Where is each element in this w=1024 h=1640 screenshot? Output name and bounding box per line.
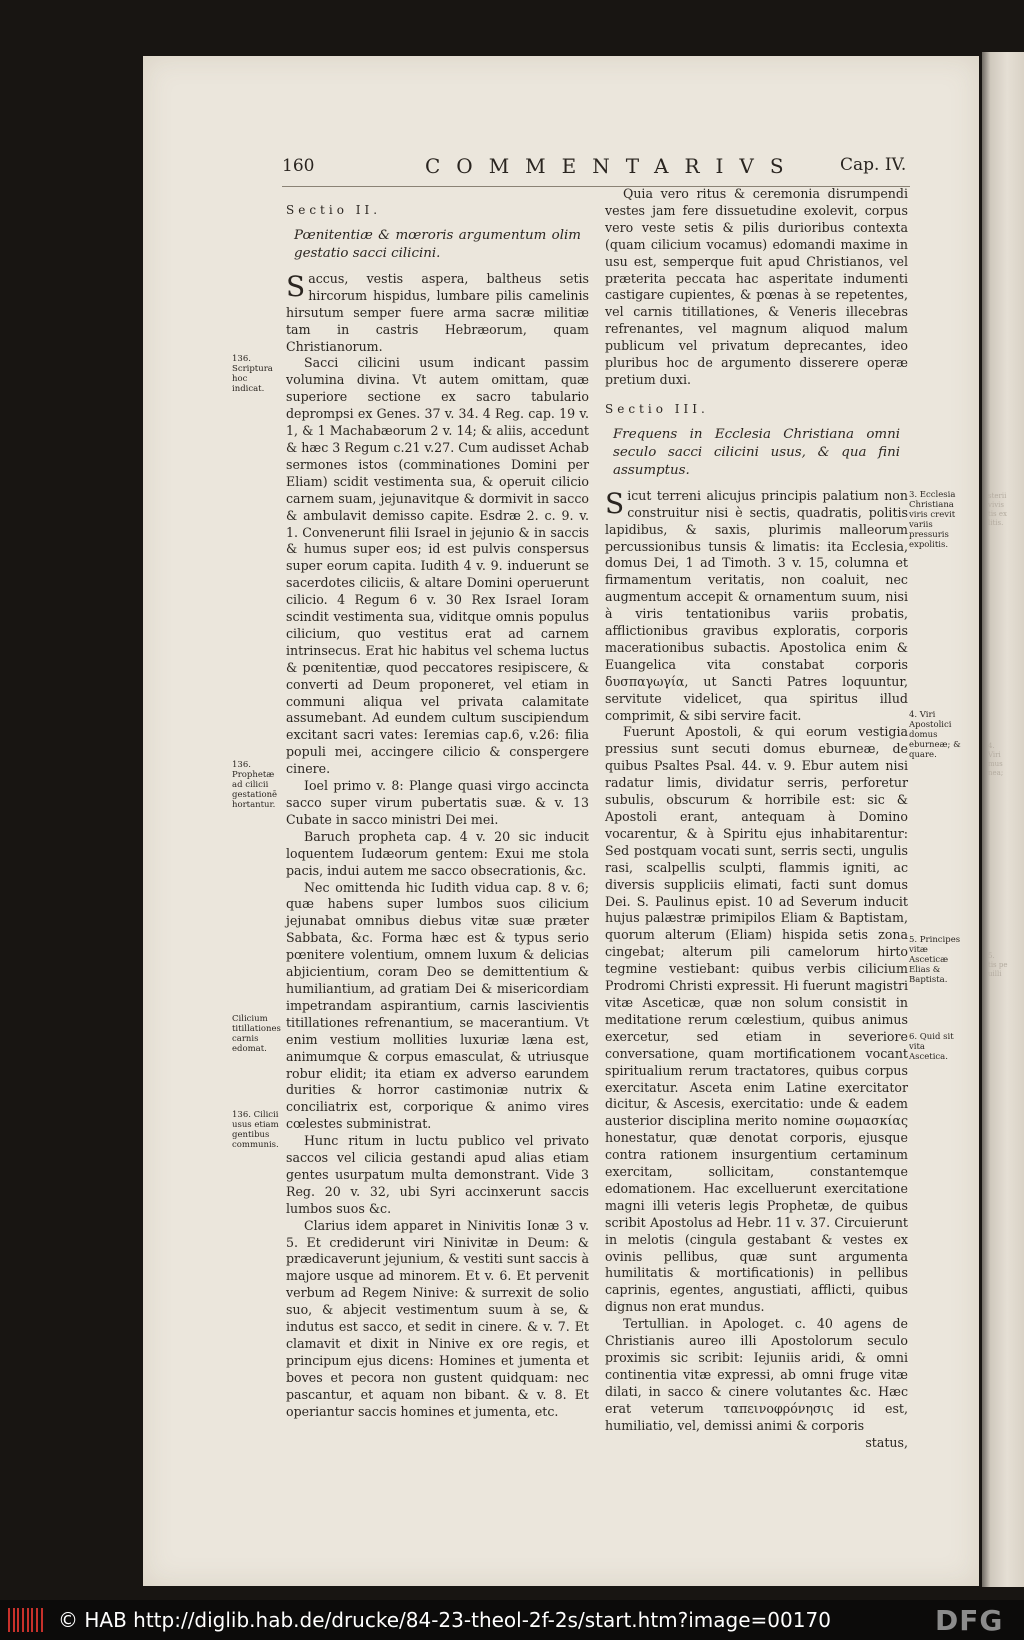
paragraph: Ioel primo v. 8: Plange quasi virgo accincta sacco super virum pubertatis suæ. & v. 13 Cubate in sacco ministri Dei mei.: [286, 778, 589, 827]
margin-note: 136. Scriptura hoc indicat.: [232, 354, 273, 394]
paragraph: Clarius idem apparet in Ninivitis Ionæ 3 v. 5. Et crediderunt viri Ninivitæ in Deum: & prædicaverunt jejunium, & vestiti sunt saccis à majore usque ad minorem. Et v. 6. Et pervenit verbum ad Regem Ninive: & surrexit de solio suo, & abjecit vestimentum suum à se, & indutus est sacco, et sedit in cinere. & v. 7. Et clamavit et dixit in Ninive ex ore regis, et principum ejus dicens: Homines et jumenta et boves et pecora non gustent quidquam: nec pascantur, et aquam non bibant. & v. 8. Et operiantur saccis homines et jumenta, etc.: [286, 1217, 589, 1419]
margin-note: 4. Viri Apostolici domus eburneæ; & quare.: [909, 710, 961, 760]
paragraph: Tertullian. in Apologet. c. 40 agens de Christianis aureo illi Apostolorum seculo proximis sic scribit: Iejuniis aridi, & omni continentia vitæ expressi, ab omni fruge vitæ dilati, in sacco & cinere volutantes &c. Hæc erat veterum ταπεινοφρόνησις id est, humiliatio, vel, demissi animi & corporis: [605, 1316, 908, 1433]
paragraph: Nec omittenda hic Iudith vidua cap. 8 v. 6; quæ habens super lumbos suos cilicium jejunabat omnibus diebus vitæ suæ præter Sabbata, &c. Forma hæc est & typus serio pœnitere volentium, omnem luxum & delicias abjicientium, coram Deo se demittentium & humiliantium, ad gratiam Dei & misericordiam impetrandam aspirantium, carnis lascivientis titillationes refrenantium, se macerantium. Vt enim vestium mollities luxuriæ læna est, animumque & corpus emasculat, & utriusque robur elidit; ita etiam ex adverso earundem durities & horror castimoniæ nutrix & conciliatrix est, corporique & animo vires cœlestes subministrat.: [286, 879, 589, 1132]
section-rubric-ii: Pœnitentiæ & mœroris argumentum olim gestatio sacci cilicini.: [294, 227, 581, 261]
paragraph: Sicut terreni alicujus principis palatium non construitur nisi è sectis, quadratis, politis lapidibus, & saxis, plurimis malleorum percussionibus tunsis & limatis: ita Ecclesia, domus Dei, 1 ad Timoth. 3 v. 15, columna et firmamentum veritatis, non coaluit, nec augmentum accepit & ornamentum suum, nisi à viris tentationibus variis probatis, afflictionibus gravibus exploratis, corporis macerationibus subactis. Apostolica enim & Euangelica vita constabat corporis δυσπαγωγία, ut Sancti Patres loquuntur, servitute videlicet, qua spiritus illud comprimit, & sibi servire facit.: [605, 486, 908, 723]
copyright-link[interactable]: © HAB http://diglib.hab.de/drucke/84-23-theol-2f-2s/start.htm?image=00170: [58, 1608, 831, 1632]
paragraph: Hunc ritum in luctu publico vel privato saccos vel cilicia gestandi apud alias etiam gentes usurpatum multa demonstrant. Vide 3 Reg. 20 v. 32, ubi Syri accinxerunt saccis lumbos suos &c.: [286, 1133, 589, 1216]
margin-note: 6. Quid sit vita Ascetica.: [909, 1032, 954, 1062]
dfg-logo: DFG: [935, 1604, 1004, 1637]
paragraph: Fuerunt Apostoli, & qui eorum vestigia pressius sunt secuti domus eburneæ, de quibus Psaltes Psal. 44. v. 9. Ebur autem nisi radatur limis, dividatur serris, perforetur subulis, obscurum & horribile est: sic & Apostoli erant, antequam à Domino vocarentur, & à Spiritu ejus inhabitarentur: Sed postquam vocati sunt, serris secti, ungulis rasi, scalpellis sculpti, flammis igniti, ac diversis suppliciis elimati, facti sunt domus Dei. S. Paulinus epist. 10 ad Severum inducit hujus palæstræ primipilos Eliam & Baptistam, quorum alterum (Eliam) hispida setis zona cingebat; alterum pili camelorum hirto tegmine vestiebant: quibus verbis cilicium Prodromi Christi expressit. Hi fuerunt magistri vitæ Asceticæ, quæ non solum consistit in meditatione rerum cœlestium, quibus animus exercetur, sed etiam in severiore conversatione, quam mortificationem vocant spiritualium rerum tractatores, quibus corpus exercitatur. Asceta enim Latine exercitator dicitur, & Ascesis, exercitatio: unde & eadem austerior disciplina merito nomine σωμασκίας honestatur, quæ denotat corporis, ejusque contra rationem insurgentium certaminum exercitam, sollicitam, constantemque edomationem. Hac excelluerunt exercitatione magni illi veteris legis Prophetæ, de quibus scribit Apostolus ad Hebr. 11 v. 37. Circuierunt in melotis (cingula gestabant & vestes ex ovinis pellibus, quæ sunt argumenta humilitatis & mortificationis) in pellibus caprinis, egentes, angustiati, afflicti, quibus dignus non erat mundus.: [605, 724, 908, 1315]
section-heading-ii: Sectio II.: [286, 203, 382, 217]
margin-note: 136. Prophetæ ad cilicii gestationē hortantur.: [232, 760, 278, 810]
running-title: COMMENTARIVS: [425, 154, 800, 178]
margin-note: 136. Cilicii usus etiam gentibus communis.: [232, 1110, 279, 1150]
margin-note: 5. Principes vitæ Asceticæ Elias & Baptista.: [909, 935, 961, 985]
margin-note: Cilicium titillationes carnis edomat.: [232, 1014, 281, 1054]
adjacent-page-edge: sterii vivis tis ex litis. 4. Viri mus nea; 5. tis pe uilli: [982, 52, 1024, 1587]
margin-note: 3. Ecclesia Christiana viris crevit variis pressuris expolitis.: [909, 490, 956, 550]
right-column: [605, 186, 908, 1451]
footer-bar: [0, 1600, 1024, 1640]
paragraph: Quia vero ritus & ceremonia disrumpendi vestes jam fere dissuetudine exolevit, corpus vero veste setis & pilis durioribus contexta (quam cilicium vocamus) edomandi maxime in usu est, semperque fuit apud Christianos, vel præterita peccata hac asperitate indumenti castigare cupientes, & pœnas à se repetentes, vel carnis titillationes, & Veneris illecebras refrenantes, vel magnum aliquod malum publicum vel privatum deprecantes, ideo pluribus hoc de argumento disserere operæ pretium duxi.: [605, 186, 908, 387]
paragraph: Baruch propheta cap. 4 v. 20 sic inducit loquentem Iudæorum gentem: Exui me stola pacis, indui autem me sacco obsecrationis, &c.: [286, 828, 589, 878]
section-heading-iii: Sectio III.: [605, 401, 709, 416]
section-rubric-iii: Frequens in Ecclesia Christiana omni seculo sacci cilicini usus, & qua fini assumptus.: [613, 426, 900, 478]
hab-barcode-icon: [8, 1608, 46, 1632]
left-column: [286, 196, 589, 1421]
page-header: [282, 152, 912, 186]
page-number: 160: [282, 156, 315, 176]
catchword: status,: [865, 1434, 908, 1450]
chapter-label: Cap. IV.: [840, 155, 907, 175]
paragraph: Saccus, vestis aspera, baltheus setis hircorum hispidus, lumbare pilis camelinis hirsutum semper fuere arma sacræ militiæ tam in castris Hebræorum, quam Christianorum.: [286, 269, 589, 354]
paragraph: Sacci cilicini usum indicant passim volumina divina. Vt autem omittam, quæ superiore sectione ex sacro tabulario deprompsi ex Genes. 37 v. 34. 4 Reg. cap. 19 v. 1, & 1 Machabæorum 2 v. 14; & aliis, accedunt & hæc 3 Regum c.21 v.27. Cum audisset Achab sermones istos (comminationes Domini per Eliam) scidit vestimenta sua, & operuit cilicio carnem suam, jejunavitque & dormivit in sacco & ambulavit demisso capite. Esdræ 2. c. 9. v. 1. Convenerunt filii Israel in jejunio & in saccis & humus super eos; id est pulvis conspersus super eorum capita. Iudith 4 v. 9. induerunt se sacerdotes ciliciis, & altare Domini operuerunt cilicio. 4 Regum 6 v. 30 Rex Israel Ioram scindit vestimenta sua, viditque omnis populus cilicium, quo vestitus erat ad carnem intrinsecus. Erat hic habitus vel schema luctus & pœnitentiæ, quod peccatores resipiscere, & converti ad Deum proponeret, vel etiam in communi aliqua vel privata calamitate assumebant. Ad eundem cultum suscipiendum excitant sacri vates: Ieremias cap.6, v.26: filia populi mei, accingere cilicio & conspergere cinere.: [286, 355, 589, 777]
